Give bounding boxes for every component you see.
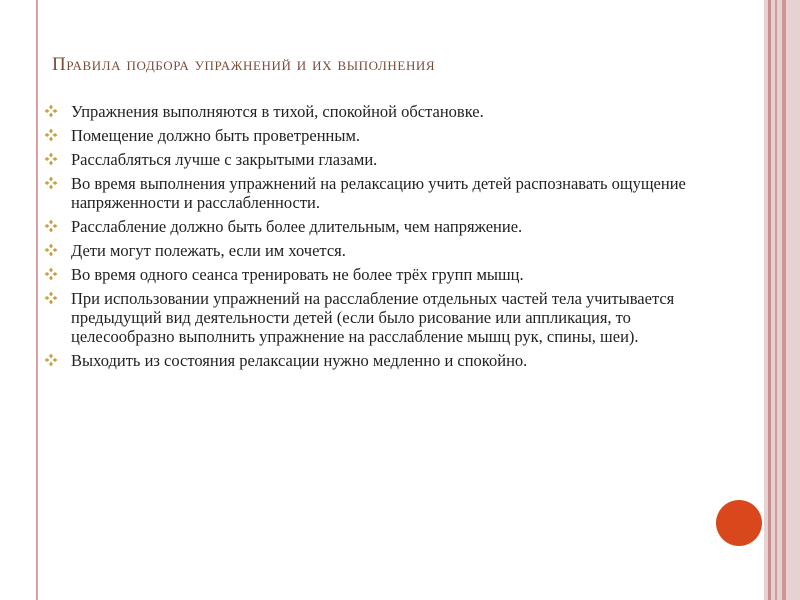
list-item	[44, 265, 724, 284]
left-border-line	[36, 0, 38, 600]
bullet-text: Во время выполнения упражнений на релаксацию учить детей распознавать ощущение напряженности и расслабленности.	[71, 174, 686, 212]
list-item	[44, 241, 724, 260]
decorative-circle	[716, 500, 762, 546]
band-stripe	[782, 0, 786, 600]
list-item	[44, 126, 724, 145]
bullet-text: Расслабление должно быть более длительным, чем напряжение.	[71, 217, 523, 236]
list-item	[44, 174, 724, 212]
list-item	[44, 351, 724, 370]
band-stripe	[775, 0, 777, 600]
list-item	[44, 289, 724, 346]
bullet-text: Выходить из состояния релаксации нужно медленно и спокойно.	[71, 351, 528, 370]
diamond-cluster-icon	[44, 104, 58, 118]
right-decorative-band	[764, 0, 800, 600]
band-stripe	[768, 0, 771, 600]
list-item	[44, 102, 724, 121]
bullet-text: Дети могут полежать, если им хочется.	[71, 241, 346, 260]
bullet-text: Расслабляться лучше с закрытыми глазами.	[71, 150, 378, 169]
bullet-text: Упражнения выполняются в тихой, спокойной обстановке.	[71, 102, 484, 121]
diamond-cluster-icon	[44, 152, 58, 166]
slide-title: Правила подбора упражнений и их выполнения	[52, 54, 436, 75]
diamond-cluster-icon	[44, 219, 58, 233]
diamond-cluster-icon	[44, 353, 58, 367]
list-item	[44, 217, 724, 236]
diamond-cluster-icon	[44, 291, 58, 305]
bullet-text: Во время одного сеанса тренировать не более трёх групп мышц.	[71, 265, 524, 284]
list-item	[44, 150, 724, 169]
bullet-text: При использовании упражнений на расслабление отдельных частей тела учитывается предыдущий вид деятельности детей (если было рисование или аппликация, то целесообразно выполнить упражнение на расслабление мышц рук, спины, шеи).	[71, 289, 675, 346]
bullet-list	[44, 102, 724, 375]
diamond-cluster-icon	[44, 176, 58, 190]
diamond-cluster-icon	[44, 128, 58, 142]
diamond-cluster-icon	[44, 267, 58, 281]
diamond-cluster-icon	[44, 243, 58, 257]
bullet-text: Помещение должно быть проветренным.	[71, 126, 361, 145]
